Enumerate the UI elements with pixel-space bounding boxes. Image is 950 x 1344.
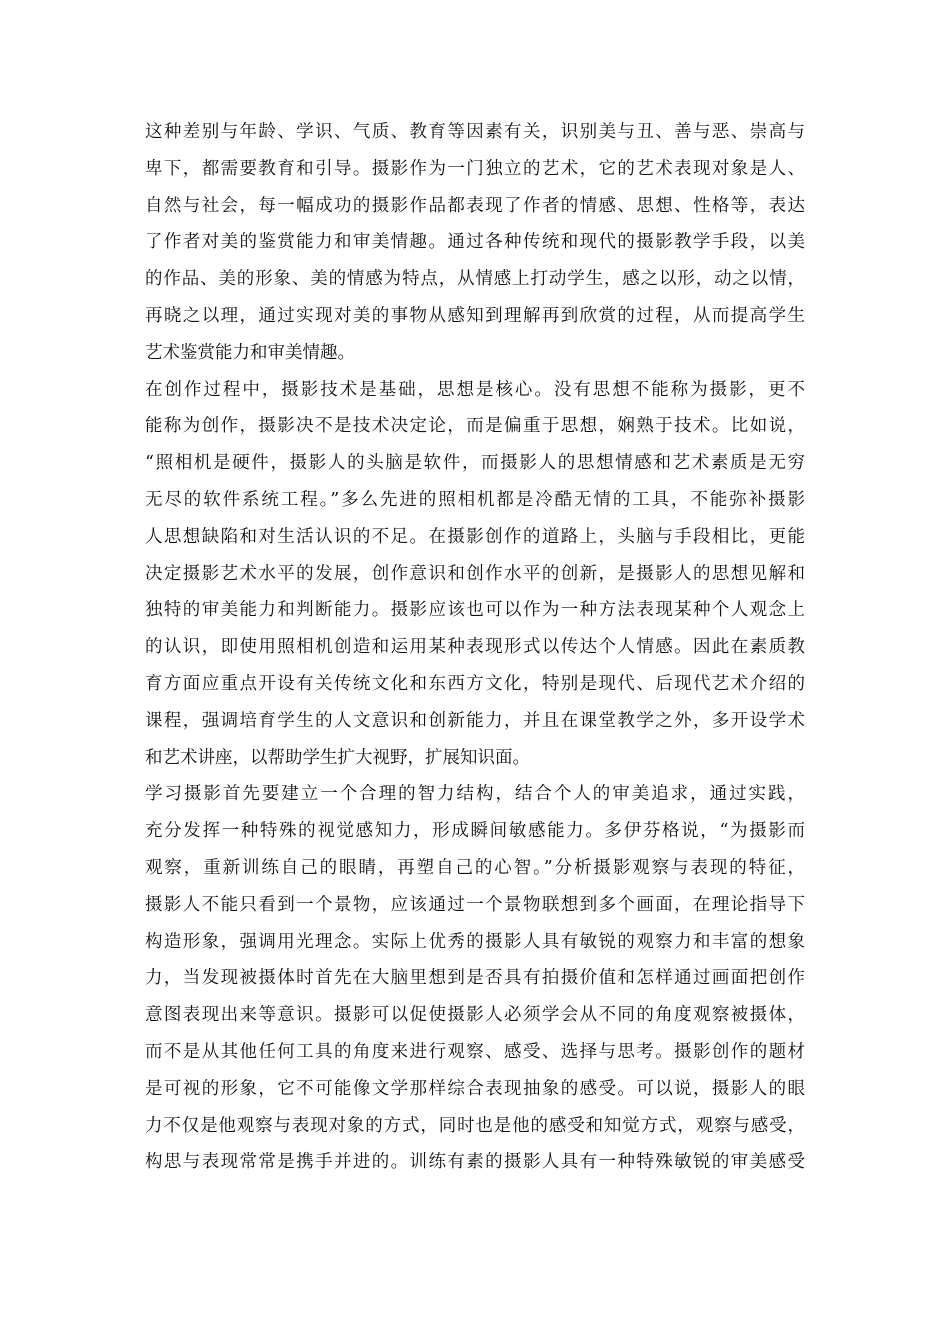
text-line: 了作者对美的鉴赏能力和审美情趣。通过各种传统和现代的摄影教学手段，以美 <box>145 232 805 253</box>
text-line: 无尽的软件系统工程。”多么先进的照相机都是冷酷无情的工具，不能弥补摄影 <box>145 489 805 510</box>
text-line: 力，当发现被摄体时首先在大脑里想到是否具有拍摄价值和怎样通过画面把创作 <box>145 968 805 989</box>
text-line: 艺术鉴赏能力和审美情趣。 <box>145 342 355 363</box>
text-line: 能称为创作，摄影决不是技术决定论，而是偏重于思想，娴熟于技术。比如说， <box>145 416 805 437</box>
text-line: 和艺术讲座，以帮助学生扩大视野，扩展知识面。 <box>145 747 530 768</box>
paragraph-2 <box>145 372 805 777</box>
text-line: 而不是从其他任何工具的角度来进行观察、感受、选择与思考。摄影创作的题材 <box>145 1041 805 1062</box>
text-line: 决定摄影艺术水平的发展，创作意识和创作水平的创新，是摄影人的思想见解和 <box>145 563 805 584</box>
text-line: 摄影人不能只看到一个景物，应该通过一个景物联想到多个画面，在理论指导下 <box>145 894 805 915</box>
text-line: 充分发挥一种特殊的视觉感知力，形成瞬间敏感能力。多伊芬格说，“为摄影而 <box>145 821 805 842</box>
text-line: 学习摄影首先要建立一个合理的智力结构，结合个人的审美追求，通过实践， <box>145 784 805 805</box>
text-line: 再晓之以理，通过实现对美的事物从感知到理解再到欣赏的过程，从而提高学生 <box>145 305 805 326</box>
text-line: 的作品、美的形象、美的情感为特点，从情感上打动学生，感之以形，动之以情， <box>145 269 805 290</box>
paragraph-3 <box>145 776 805 1181</box>
text-line: 的认识，即使用照相机创造和运用某种表现形式以传达个人情感。因此在素质教 <box>145 637 805 658</box>
text-line: 自然与社会，每一幅成功的摄影作品都表现了作者的情感、思想、性格等，表达 <box>145 195 805 216</box>
text-line: 构造形象，强调用光理念。实际上优秀的摄影人具有敏锐的观察力和丰富的想象 <box>145 931 805 952</box>
text-line: 课程，强调培育学生的人文意识和创新能力，并且在课堂教学之外，多开设学术 <box>145 710 805 731</box>
text-line: 观察，重新训练自己的眼睛，再塑自己的心智。”分析摄影观察与表现的特征， <box>145 857 805 878</box>
text-line: 是可视的形象，它不可能像文学那样综合表现抽象的感受。可以说，摄影人的眼 <box>145 1078 805 1099</box>
text-line: 构思与表现常常是携手并进的。训练有素的摄影人具有一种特殊敏锐的审美感受 <box>145 1152 805 1173</box>
text-line: 这种差别与年龄、学识、气质、教育等因素有关，识别美与丑、善与恶、崇高与 <box>145 122 805 142</box>
text-line: 力不仅是他观察与表现对象的方式，同时也是他的感受和知觉方式，观察与感受， <box>145 1115 805 1136</box>
paragraph-1 <box>145 114 805 372</box>
text-line: 卑下，都需要教育和引导。摄影作为一门独立的艺术，它的艺术表现对象是人、 <box>145 158 805 179</box>
text-line: “照相机是硬件，摄影人的头脑是软件，而摄影人的思想情感和艺术素质是无穷 <box>145 453 805 474</box>
text-line: 独特的审美能力和判断能力。摄影应该也可以作为一种方法表现某种个人观念上 <box>145 600 805 621</box>
text-line: 在创作过程中，摄影技术是基础，思想是核心。没有思想不能称为摄影，更不 <box>145 379 805 400</box>
text-line: 人思想缺陷和对生活认识的不足。在摄影创作的道路上，头脑与手段相比，更能 <box>145 526 805 547</box>
text-line: 育方面应重点开设有关传统文化和东西方文化，特别是现代、后现代艺术介绍的 <box>145 673 805 694</box>
text-line: 意图表现出来等意识。摄影可以促使摄影人必须学会从不同的角度观察被摄体， <box>145 1005 805 1026</box>
document-body <box>145 114 805 1181</box>
